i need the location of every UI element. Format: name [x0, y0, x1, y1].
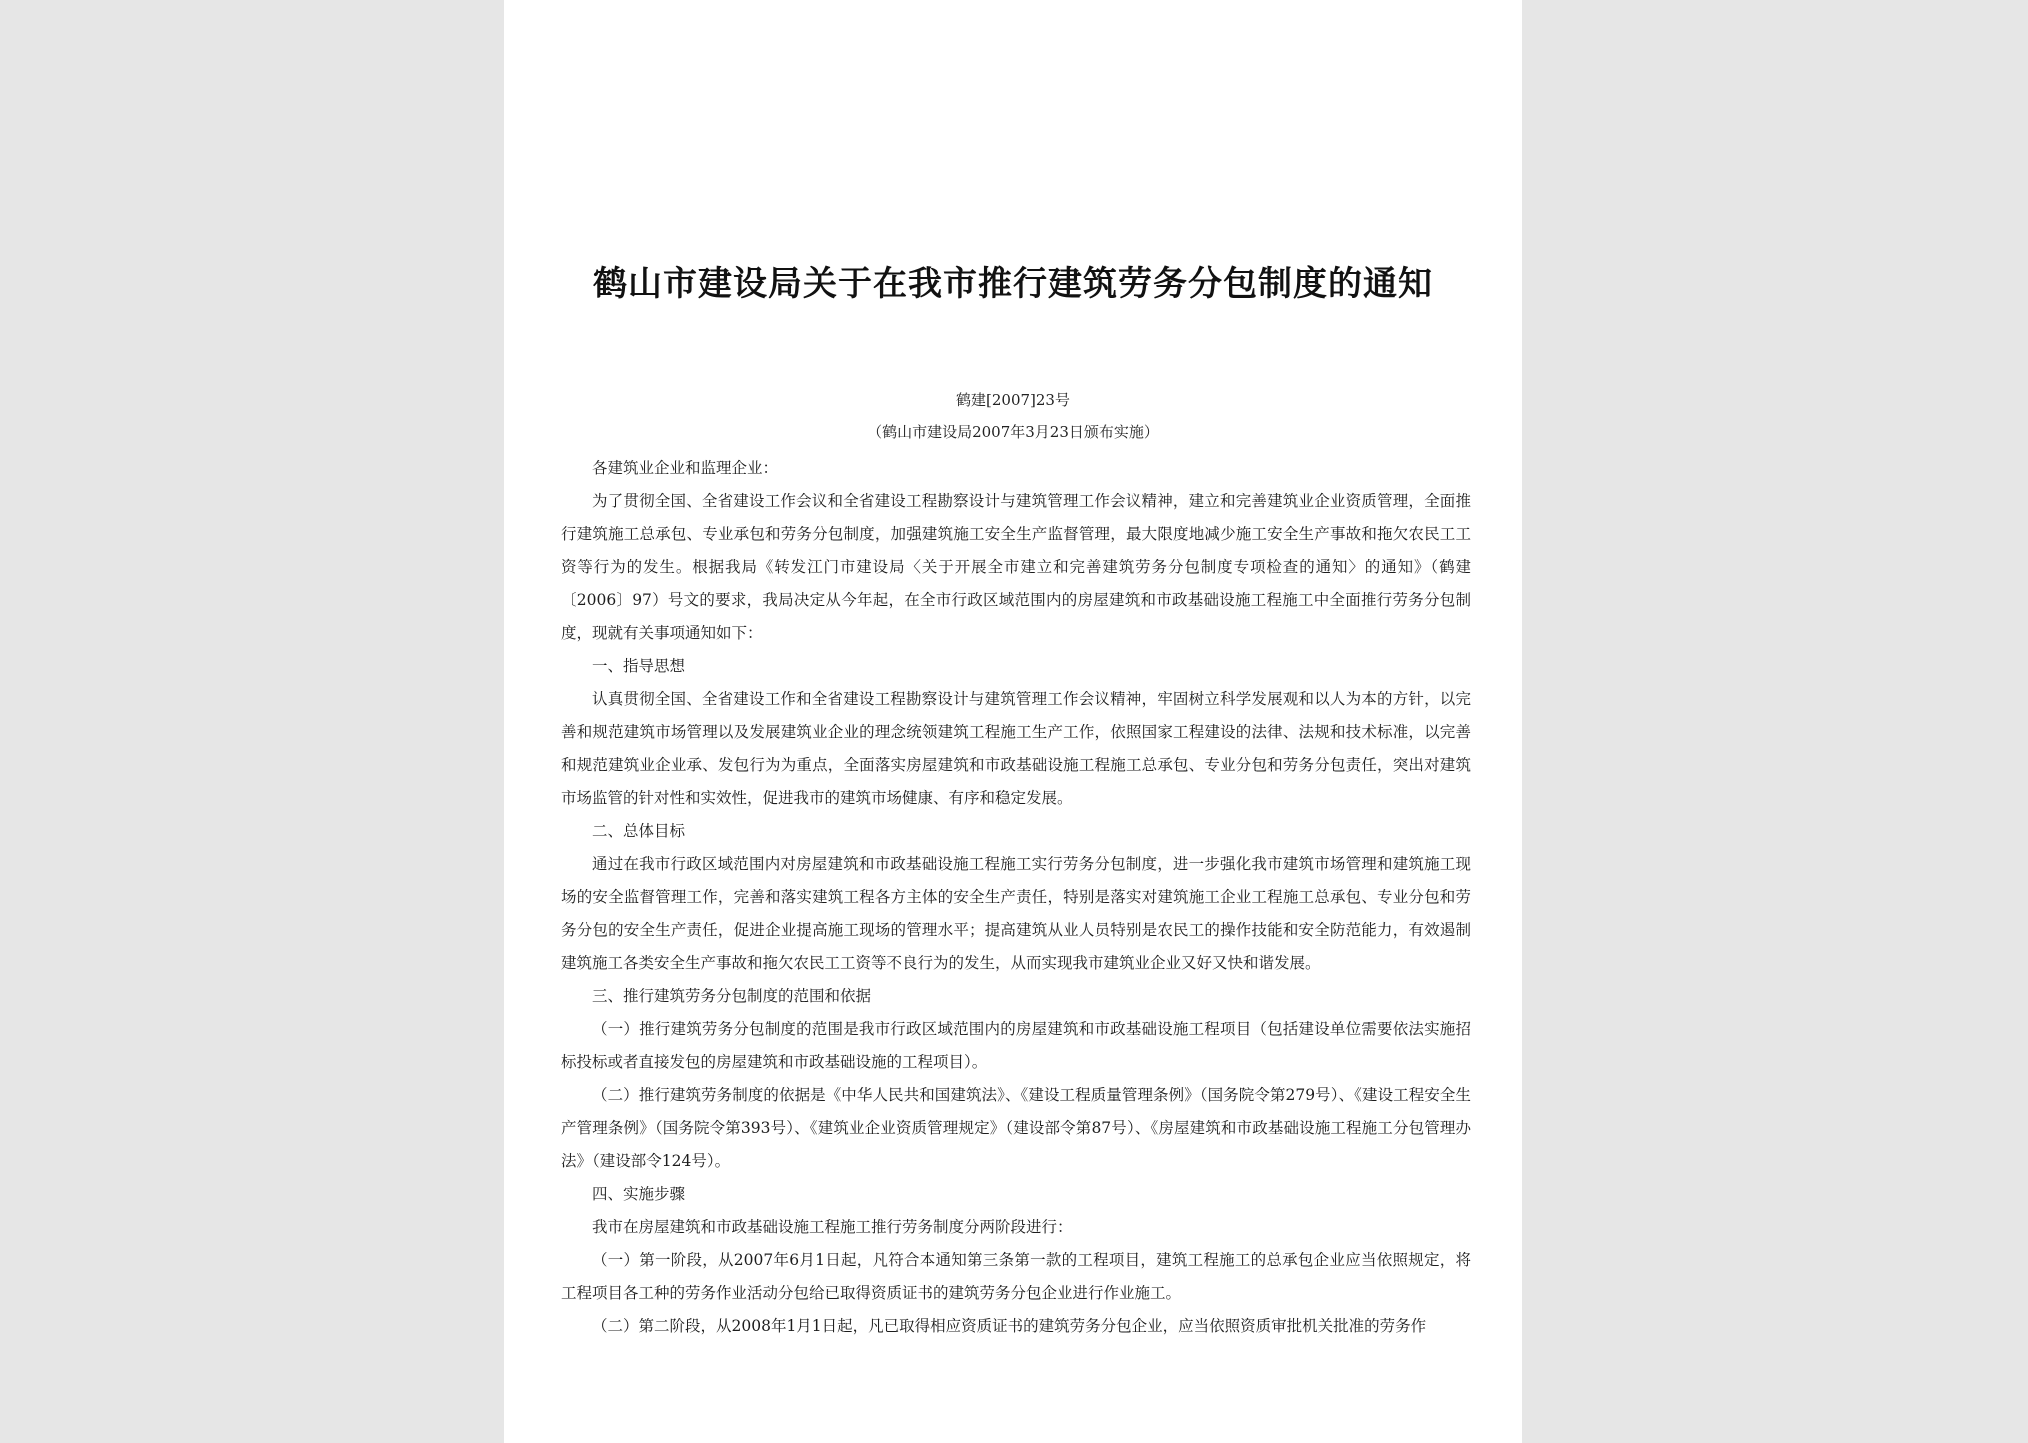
- salutation: 各建筑业企业和监理企业：: [592, 459, 779, 477]
- document-page: [504, 0, 1522, 1443]
- section-heading: 三、推行建筑劳务分包制度的范围和依据: [592, 987, 872, 1005]
- section-heading: 四、实施步骤: [592, 1185, 686, 1203]
- body-paragraph: 我市在房屋建筑和市政基础设施工程施工推行劳务制度分两阶段进行：: [592, 1218, 1073, 1236]
- body-paragraph: （一）推行建筑劳务分包制度的范围是我市行政区域范围内的房屋建筑和市政基础设施工程项目（包括建设单位需要依法实施招标投标或者直接发包的房屋建筑和市政基础设施的工程项目）。: [561, 1020, 1471, 1071]
- document-body: [561, 452, 1471, 1343]
- section-heading: 一、指导思想: [592, 657, 686, 675]
- body-paragraph: 为了贯彻全国、全省建设工作会议和全省建设工程勘察设计与建筑管理工作会议精神，建立和完善建筑业企业资质管理，全面推行建筑施工总承包、专业承包和劳务分包制度，加强建筑施工安全生产监督管理，最大限度地减少施工安全生产事故和拖欠农民工工资等行为的发生。根据我局《转发江门市建设局〈关于开展全市建立和完善建筑劳务分包制度专项检查的通知〉的通知》（鹤建〔2006〕97）号文的要求，我局决定从今年起，在全市行政区域范围内的房屋建筑和市政基础设施工程施工中全面推行劳务分包制度，现就有关事项通知如下：: [561, 492, 1471, 642]
- body-paragraph: （一）第一阶段，从2007年6月1日起，凡符合本通知第三条第一款的工程项目，建筑工程施工的总承包企业应当依照规定，将工程项目各工种的劳务作业活动分包给已取得资质证书的建筑劳务分包企业进行作业施工。: [561, 1251, 1471, 1302]
- document-number: 鹤建[2007]23号: [956, 391, 1070, 409]
- issue-note: （鹤山市建设局2007年3月23日颁布实施）: [867, 423, 1159, 441]
- section-heading: 二、总体目标: [592, 822, 686, 840]
- body-paragraph: （二）推行建筑劳务制度的依据是《中华人民共和国建筑法》、《建设工程质量管理条例》（国务院令第279号）、《建设工程安全生产管理条例》（国务院令第393号）、《建筑业企业资质管理规定》（建设部令第87号）、《房屋建筑和市政基础设施工程施工分包管理办法》（建设部令124号）。: [561, 1086, 1471, 1170]
- body-paragraph: 认真贯彻全国、全省建设工作和全省建设工程勘察设计与建筑管理工作会议精神，牢固树立科学发展观和以人为本的方针，以完善和规范建筑市场管理以及发展建筑业企业的理念统领建筑工程施工生产工作，依照国家工程建设的法律、法规和技术标准，以完善和规范建筑业企业承、发包行为为重点，全面落实房屋建筑和市政基础设施工程施工总承包、专业分包和劳务分包责任，突出对建筑市场监管的针对性和实效性，促进我市的建筑市场健康、有序和稳定发展。: [561, 690, 1471, 807]
- document-title: 鹤山市建设局关于在我市推行建筑劳务分包制度的通知: [593, 264, 1433, 304]
- body-paragraph: 通过在我市行政区域范围内对房屋建筑和市政基础设施工程施工实行劳务分包制度，进一步强化我市建筑市场管理和建筑施工现场的安全监督管理工作，完善和落实建筑工程各方主体的安全生产责任，特别是落实对建筑施工企业工程施工总承包、专业分包和劳务分包的安全生产责任，促进企业提高施工现场的管理水平；提高建筑从业人员特别是农民工的操作技能和安全防范能力，有效遏制建筑施工各类安全生产事故和拖欠农民工工资等不良行为的发生，从而实现我市建筑业企业又好又快和谐发展。: [561, 855, 1471, 972]
- body-paragraph: （二）第二阶段，从2008年1月1日起，凡已取得相应资质证书的建筑劳务分包企业，应当依照资质审批机关批准的劳务作: [592, 1317, 1427, 1335]
